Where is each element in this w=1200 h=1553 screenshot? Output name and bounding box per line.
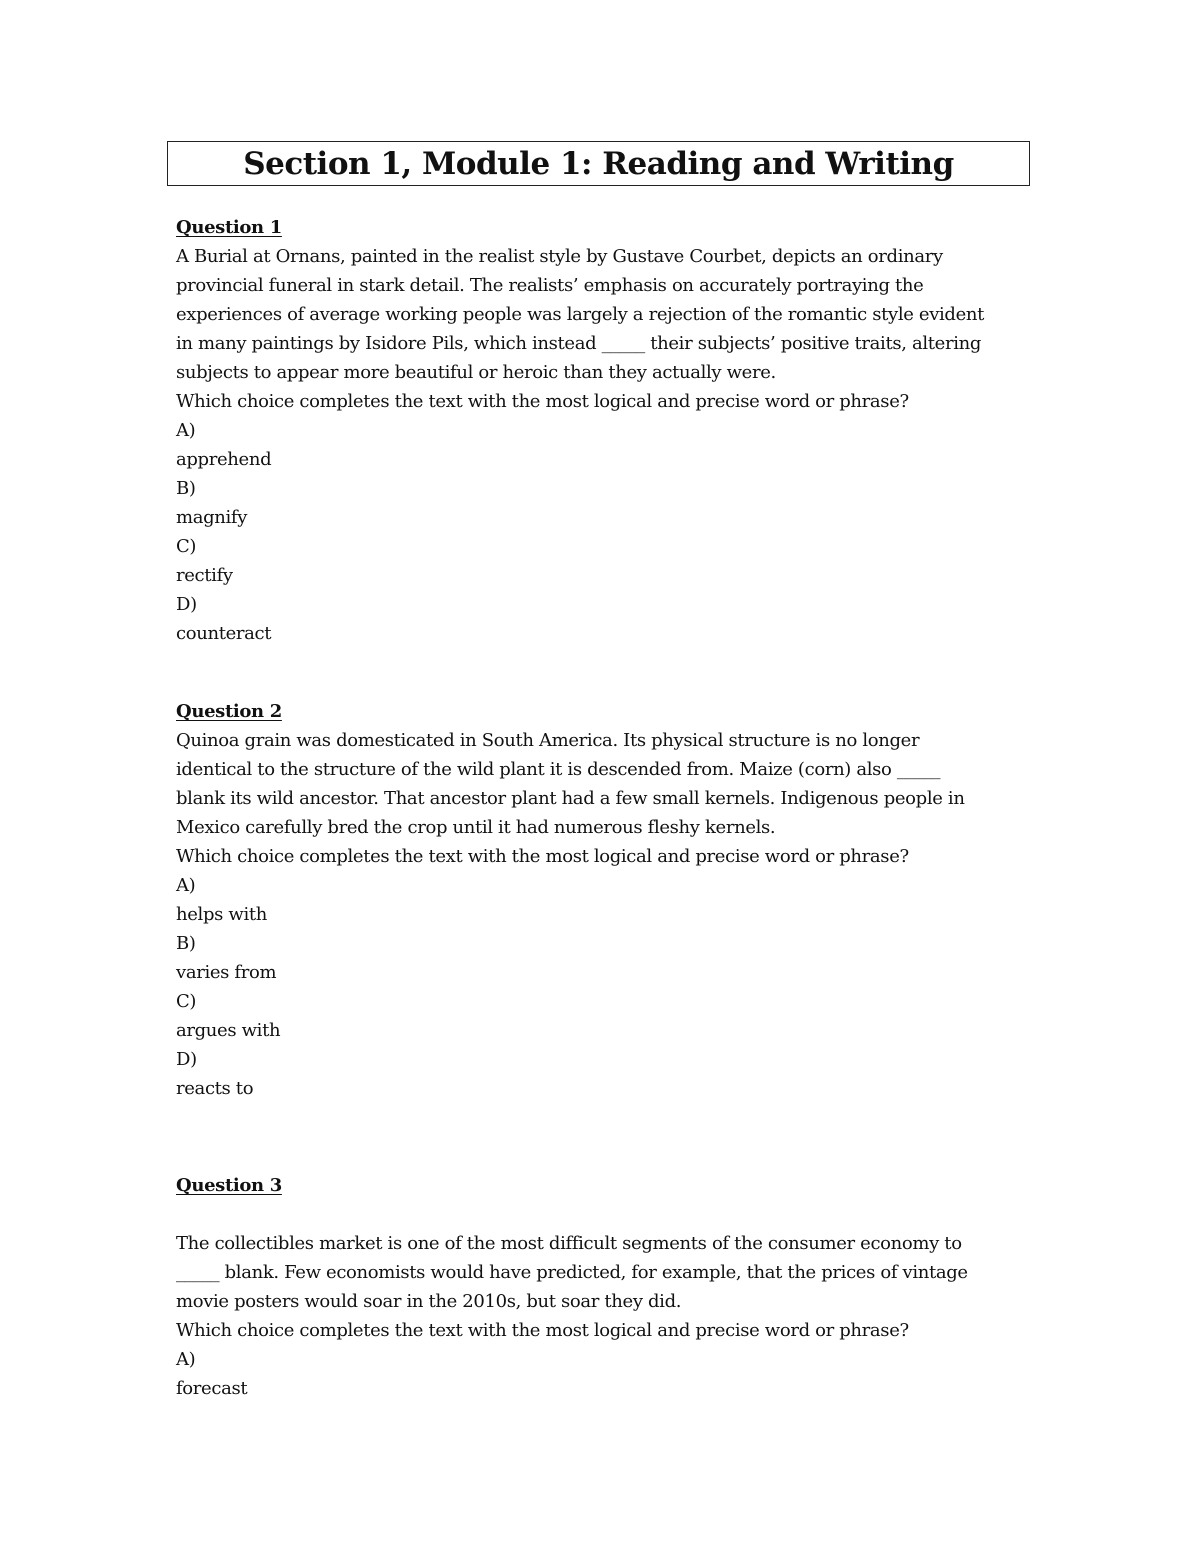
choice-text: varies from xyxy=(176,962,277,983)
passage-line: provincial funeral in stark detail. The realists’ emphasis on accurately portraying the xyxy=(176,275,924,296)
passage-line: blank its wild ancestor. That ancestor plant had a few small kernels. Indigenous people in xyxy=(176,788,965,809)
choice-letter: B) xyxy=(176,478,196,499)
choice-text: argues with xyxy=(176,1020,281,1041)
passage-line: identical to the structure of the wild plant it is descended from. Maize (corn) also _____ xyxy=(176,759,941,780)
passage-line: _____ blank. Few economists would have predicted, for example, that the prices of vintage xyxy=(176,1262,968,1283)
choice-text: counteract xyxy=(176,623,272,644)
question-1 xyxy=(176,213,1036,648)
spacer xyxy=(176,1200,1036,1229)
passage-line: subjects to appear more beautiful or heroic than they actually were. xyxy=(176,362,776,383)
choice-text: apprehend xyxy=(176,449,272,470)
choice-letter: B) xyxy=(176,933,196,954)
passage-line: A Burial at Ornans, painted in the realist style by Gustave Courbet, depicts an ordinary xyxy=(176,246,943,267)
question-heading: Question 1 xyxy=(176,217,282,238)
choice-letter: A) xyxy=(176,1349,196,1370)
passage-line: movie posters would soar in the 2010s, but soar they did. xyxy=(176,1291,682,1312)
choice-text: reacts to xyxy=(176,1078,254,1099)
section-title-box xyxy=(167,141,1030,186)
choice-letter: A) xyxy=(176,420,196,441)
passage-line: Mexico carefully bred the crop until it had numerous fleshy kernels. xyxy=(176,817,776,838)
choice-text: magnify xyxy=(176,507,248,528)
choice-text: helps with xyxy=(176,904,267,925)
choice-letter: C) xyxy=(176,536,197,557)
choice-letter: A) xyxy=(176,875,196,896)
question-2 xyxy=(176,697,1036,1103)
passage-line: in many paintings by Isidore Pils, which instead _____ their subjects’ positive traits, altering xyxy=(176,333,982,354)
choice-letter: D) xyxy=(176,594,197,615)
choice-text: rectify xyxy=(176,565,233,586)
question-prompt: Which choice completes the text with the most logical and precise word or phrase? xyxy=(176,391,909,412)
choice-letter: C) xyxy=(176,991,197,1012)
choice-text: forecast xyxy=(176,1378,248,1399)
question-heading: Question 2 xyxy=(176,701,282,722)
question-3 xyxy=(176,1171,1036,1403)
question-prompt: Which choice completes the text with the most logical and precise word or phrase? xyxy=(176,846,909,867)
passage-line: experiences of average working people was largely a rejection of the romantic style evident xyxy=(176,304,985,325)
passage-line: Quinoa grain was domesticated in South America. Its physical structure is no longer xyxy=(176,730,920,751)
question-heading: Question 3 xyxy=(176,1175,282,1196)
question-prompt: Which choice completes the text with the most logical and precise word or phrase? xyxy=(176,1320,909,1341)
passage-line: The collectibles market is one of the most difficult segments of the consumer economy to xyxy=(176,1233,962,1254)
section-title: Section 1, Module 1: Reading and Writing xyxy=(243,145,954,182)
choice-letter: D) xyxy=(176,1049,197,1070)
